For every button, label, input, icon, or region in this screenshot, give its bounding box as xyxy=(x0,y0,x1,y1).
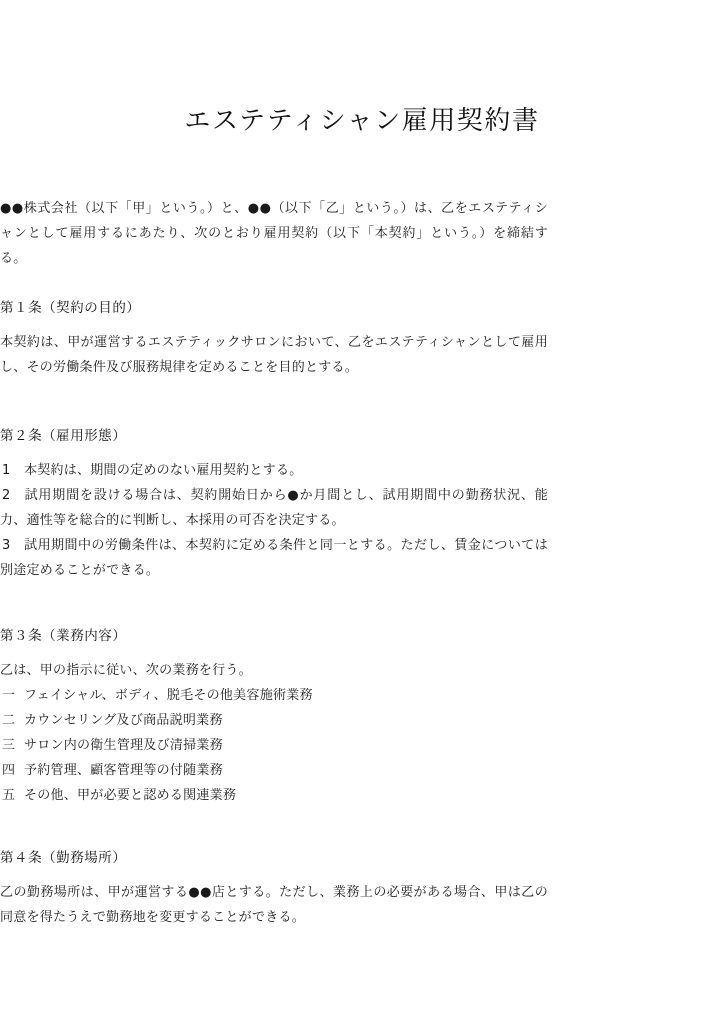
article-heading: 第１条（契約の目的） xyxy=(0,300,141,316)
article-item-list xyxy=(0,458,548,583)
list-item-text: その他、甲が必要と認める関連業務 xyxy=(24,788,237,803)
list-item-marker: 三 xyxy=(2,738,16,753)
list-item-text: 試用期間中の労働条件は、本契約に定める条件と同一とする。ただし、賃金については別途定めることができる。 xyxy=(0,538,548,578)
list-item-marker: 3 xyxy=(2,538,11,553)
list-item-marker: 2 xyxy=(2,488,11,503)
list-item xyxy=(0,683,548,708)
list-item xyxy=(0,458,548,483)
list-item-text: 試用期間を設ける場合は、契約開始日から●か月間とし、試用期間中の勤務状況、能力、適性等を総合的に判断し、本採用の可否を決定する。 xyxy=(0,488,548,528)
article-heading: 第４条（勤務場所） xyxy=(0,850,127,866)
list-item xyxy=(0,758,548,783)
list-item-text: 予約管理、顧客管理等の付随業務 xyxy=(24,763,223,778)
list-item-marker: 一 xyxy=(2,688,16,703)
intro-paragraph-block xyxy=(0,196,548,271)
list-item-marker: 五 xyxy=(2,788,16,803)
list-item-text: フェイシャル、ボディ、脱毛その他美容施術業務 xyxy=(24,688,313,703)
article-section-1 xyxy=(0,296,548,380)
list-item xyxy=(0,783,548,808)
list-item-marker: 1 xyxy=(2,463,11,478)
list-item-text: サロン内の衛生管理及び清掃業務 xyxy=(24,738,223,753)
list-item-text: 本契約は、期間の定めのない雇用契約とする。 xyxy=(24,463,303,478)
intro-paragraph: ●●株式会社（以下「甲」という。）と、●●（以下「乙」という。）は、乙をエステティシャンとして雇用するにあたり、次のとおり雇用契約（以下「本契約」という。）を締結する。 xyxy=(0,201,548,266)
list-item-text: カウンセリング及び商品説明業務 xyxy=(24,713,223,728)
article-lead-text: 本契約は、甲が運営するエステティックサロンにおいて、乙をエステティシャンとして雇用し、その労働条件及び服務規律を定めることを目的とする。 xyxy=(0,335,548,375)
list-item xyxy=(0,483,548,533)
list-item-marker: 四 xyxy=(2,763,16,778)
article-item-list xyxy=(0,683,548,808)
list-item xyxy=(0,708,548,733)
document-title: エステティシャン雇用契約書 xyxy=(184,106,540,136)
article-heading: 第３条（業務内容） xyxy=(0,628,127,644)
article-section-2 xyxy=(0,424,548,583)
article-heading: 第２条（雇用形態） xyxy=(0,428,127,444)
list-item-marker: 二 xyxy=(2,713,16,728)
article-section-3 xyxy=(0,624,548,808)
article-section-4 xyxy=(0,846,548,930)
list-item xyxy=(0,533,548,583)
list-item xyxy=(0,733,548,758)
article-lead-text: 乙は、甲の指示に従い、次の業務を行う。 xyxy=(0,663,252,678)
article-lead-text: 乙の勤務場所は、甲が運営する●●店とする。ただし、業務上の必要がある場合、甲は乙の同意を得たうえで勤務地を変更することができる。 xyxy=(0,885,548,925)
